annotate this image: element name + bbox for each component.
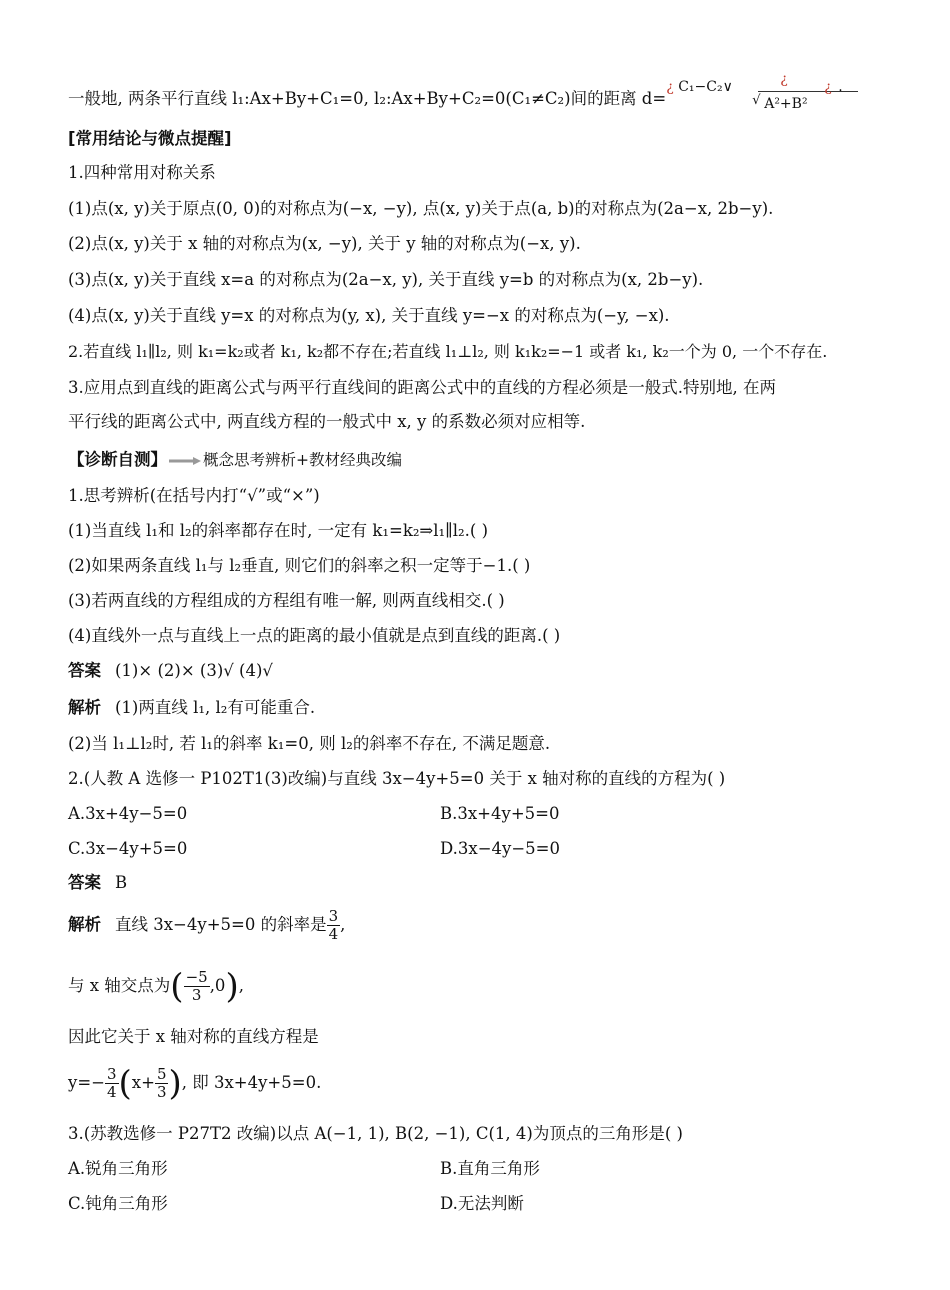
- right-paren: ): [225, 966, 239, 1007]
- item-1-4: (4)点(x, y)关于直线 y=x 的对称点为(y, x), 关于直线 y=−x 的对称点为(−y, −x).: [68, 306, 670, 325]
- formula-q3: ¿: [824, 79, 832, 95]
- q1-item-1: (1)当直线 l₁和 l₂的斜率都存在时, 一定有 k₁=k₂⇒l₁∥l₂.( ): [68, 521, 489, 540]
- q3-option-c: C.钝角三角形: [68, 1194, 168, 1213]
- q1-analysis: [68, 697, 890, 719]
- item-1-2: (2)点(x, y)关于 x 轴的对称点为(x, −y), 关于 y 轴的对称点为(−x, y).: [68, 234, 581, 253]
- section-title-diagnostic: [68, 449, 890, 471]
- fraction: $\frac{3}{4}$: [328, 907, 339, 943]
- intro-line: [68, 71, 890, 112]
- diagnostic-title: 【诊断自测】: [68, 450, 167, 469]
- left-paren: (: [118, 1063, 132, 1104]
- item-3-line-a: 3.应用点到直线的距离公式与两平行直线间的距离公式中的直线的方程必须是一般式.特别地, 在两: [68, 378, 776, 397]
- right-paren: ): [168, 1063, 182, 1104]
- q2-option-c: C.3x−4y+5=0: [68, 839, 188, 858]
- formula-end: .: [838, 79, 843, 95]
- q2-options-row-1: [68, 803, 890, 825]
- formula-q1: ¿: [666, 79, 674, 95]
- q3-options-row-2: [68, 1193, 890, 1215]
- item-3-line-b: 平行线的距离公式中, 两直线方程的一般式中 x, y 的系数必须对应相等.: [68, 412, 586, 431]
- left-paren: (: [170, 966, 184, 1007]
- q2-analysis-1: 解析 直线 3x−4y+5=0 的斜率是 $\frac{3}{4}$ ,: [68, 907, 346, 943]
- intro-text: 一般地, 两条平行直线 l₁:Ax+By+C₁=0, l₂:Ax+By+C₂=0(C₁≠C₂)间的距离 d=: [68, 89, 667, 108]
- q1-item-4: (4)直线外一点与直线上一点的距离的最小值就是点到直线的距离.( ): [68, 626, 561, 645]
- analysis-text: 直线 3x−4y+5=0 的斜率是: [115, 915, 327, 934]
- section-title-conclusions: [常用结论与微点提醒]: [68, 129, 232, 148]
- q1-stem: 1.思考辨析(在括号内打“√”或“×”): [68, 486, 320, 505]
- answer-label: 答案: [68, 873, 101, 892]
- q3-option-d: D.无法判断: [440, 1194, 524, 1213]
- q2-option-a: A.3x+4y−5=0: [68, 804, 188, 823]
- q1-answer: [68, 660, 890, 682]
- formula-mid: C₁−C₂∨: [678, 79, 733, 95]
- q2-analysis-2: 与 x 轴交点为( $\frac{-5}{3}$ ,0),: [68, 966, 244, 1007]
- q3-stem: 3.(苏教选修一 P27T2 改编)以点 A(−1, 1), B(2, −1), C(1, 4)为顶点的三角形是( ): [68, 1124, 683, 1143]
- arrow-icon: [169, 457, 201, 465]
- q2-option-b: B.3x+4y+5=0: [440, 804, 560, 823]
- formula-q2: ¿: [780, 71, 788, 87]
- q1-item-2: (2)如果两条直线 l₁与 l₂垂直, 则它们的斜率之积一定等于−1.( ): [68, 556, 531, 575]
- analysis-text: 与 x 轴交点为: [68, 976, 171, 995]
- answer-text: B: [115, 873, 128, 892]
- q3-option-a: A.锐角三角形: [68, 1159, 168, 1178]
- analysis-label: 解析: [68, 915, 101, 934]
- fraction: $\frac{-5}{3}$: [185, 968, 208, 1004]
- answer-text: (1)× (2)× (3)√ (4)√: [115, 661, 273, 680]
- answer-label: 答案: [68, 661, 101, 680]
- q3-options-row-1: [68, 1158, 890, 1180]
- analysis-label: 解析: [68, 698, 101, 717]
- q2-stem: 2.(人教 A 选修一 P102T1(3)改编)与直线 3x−4y+5=0 关于 x 轴对称的直线的方程为( ): [68, 769, 726, 788]
- formula-den: A²+B²: [764, 96, 808, 112]
- analysis-text-1: (1)两直线 l₁, l₂有可能重合.: [115, 698, 316, 717]
- distance-formula: [666, 71, 856, 112]
- q2-analysis-3: 因此它关于 x 轴对称的直线方程是: [68, 1027, 319, 1046]
- item-1: 1.四种常用对称关系: [68, 163, 216, 182]
- q2-option-d: D.3x−4y−5=0: [440, 839, 560, 858]
- item-1-1: (1)点(x, y)关于原点(0, 0)的对称点为(−x, −y), 点(x, y)关于点(a, b)的对称点为(2a−x, 2b−y).: [68, 199, 774, 218]
- q2-answer: [68, 872, 890, 894]
- diagnostic-subtitle: 概念思考辨析+教材经典改编: [203, 451, 402, 469]
- item-1-3: (3)点(x, y)关于直线 x=a 的对称点为(2a−x, y), 关于直线 y=b 的对称点为(x, 2b−y).: [68, 270, 704, 289]
- q2-options-row-2: [68, 838, 890, 860]
- item-2: 2.若直线 l₁∥l₂, 则 k₁=k₂或者 k₁, k₂都不存在;若直线 l₁⊥l₂, 则 k₁k₂=−1 或者 k₁, k₂一个为 0, 一个不存在.: [68, 342, 828, 361]
- fraction: $\frac{5}{3}$: [156, 1065, 167, 1101]
- fraction: $\frac{3}{4}$: [106, 1065, 117, 1101]
- q1-analysis-2: (2)当 l₁⊥l₂时, 若 l₁的斜率 k₁=0, 则 l₂的斜率不存在, 不满足题意.: [68, 734, 551, 753]
- radical-sign: √: [752, 93, 761, 108]
- q3-option-b: B.直角三角形: [440, 1159, 540, 1178]
- q1-item-3: (3)若两直线的方程组成的方程组有唯一解, 则两直线相交.( ): [68, 591, 505, 610]
- q2-analysis-4: y=− $\frac{3}{4}$ (x+ $\frac{5}{3}$ ), 即 3x+4y+5=0.: [68, 1063, 322, 1104]
